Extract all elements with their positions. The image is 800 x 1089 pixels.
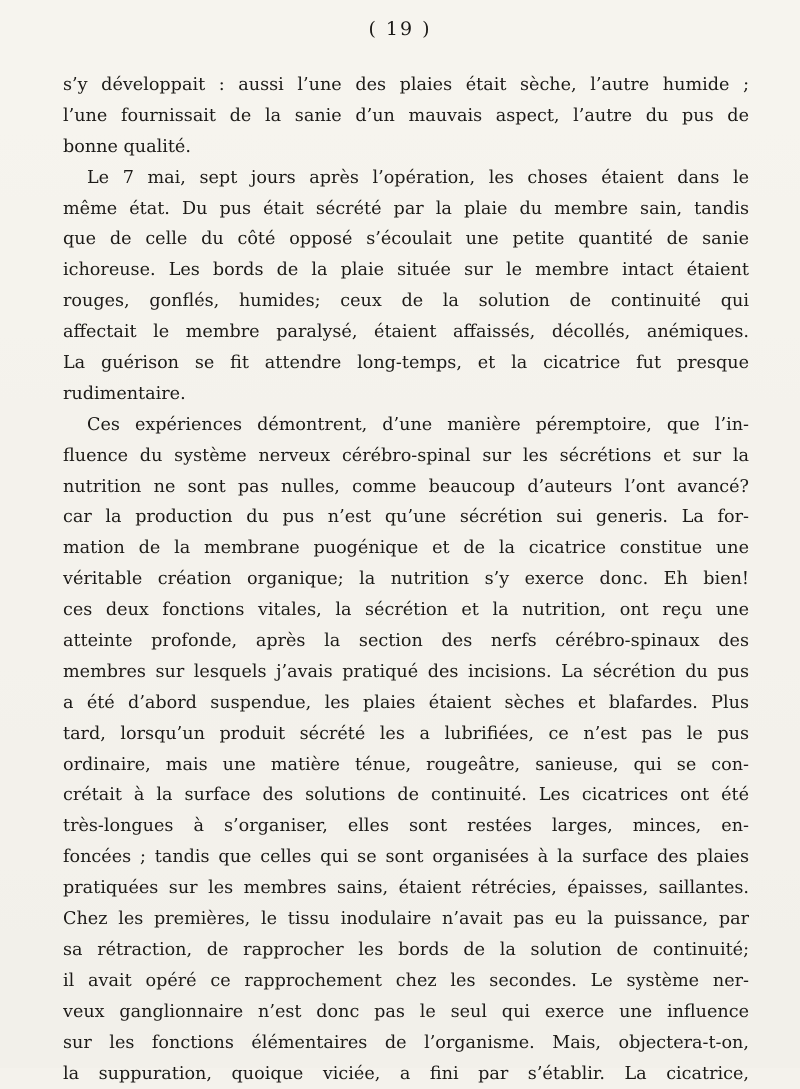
text-line: crétait à la surface des solutions de continuité. Les cicatrices ont été xyxy=(63,780,749,811)
text-line: que de celle du côté opposé s’écoulait une petite quantité de sanie xyxy=(63,224,749,255)
text-line: La guérison se fit attendre long-temps, et la cicatrice fut presque xyxy=(63,348,749,379)
text-line: membres sur lesquels j’avais pratiqué des incisions. La sécrétion du pus xyxy=(63,657,749,688)
text-line: pratiquées sur les membres sains, étaient rétrécies, épaisses, saillantes. xyxy=(63,873,749,904)
text-line: il avait opéré ce rapprochement chez les secondes. Le système ner- xyxy=(63,966,749,997)
text-line: Ces expériences démontrent, d’une manière péremptoire, que l’in- xyxy=(63,410,749,441)
text-line: s’y développait : aussi l’une des plaies était sèche, l’autre humide ; xyxy=(63,70,749,101)
text-line: ichoreuse. Les bords de la plaie située sur le membre intact étaient xyxy=(63,255,749,286)
text-line: a été d’abord suspendue, les plaies étaient sèches et blafardes. Plus xyxy=(63,688,749,719)
text-line: véritable création organique; la nutrition s’y exerce donc. Eh bien! xyxy=(63,564,749,595)
page-number-header: ( 19 ) xyxy=(0,18,800,40)
text-line: atteinte profonde, après la section des nerfs cérébro-spinaux des xyxy=(63,626,749,657)
text-line: rouges, gonflés, humides; ceux de la solution de continuité qui xyxy=(63,286,749,317)
text-line: même état. Du pus était sécrété par la plaie du membre sain, tandis xyxy=(63,194,749,225)
text-line: rudimentaire. xyxy=(63,379,749,410)
text-line: veux ganglionnaire n’est donc pas le seul qui exerce une influence xyxy=(63,997,749,1028)
text-line: sa rétraction, de rapprocher les bords de la solution de continuité; xyxy=(63,935,749,966)
text-line: tard, lorsqu’un produit sécrété les a lubrifiées, ce n’est pas le pus xyxy=(63,719,749,750)
text-line: mation de la membrane puogénique et de la cicatrice constitue une xyxy=(63,533,749,564)
body-text xyxy=(63,70,749,1089)
text-line: car la production du pus n’est qu’une sécrétion sui generis. La for- xyxy=(63,502,749,533)
text-line: Chez les premières, le tissu inodulaire n’avait pas eu la puissance, par xyxy=(63,904,749,935)
text-line: affectait le membre paralysé, étaient affaissés, décollés, anémiques. xyxy=(63,317,749,348)
text-line: très-longues à s’organiser, elles sont restées larges, minces, en- xyxy=(63,811,749,842)
text-line: sur les fonctions élémentaires de l’organisme. Mais, objectera-t-on, xyxy=(63,1028,749,1059)
text-line: foncées ; tandis que celles qui se sont organisées à la surface des plaies xyxy=(63,842,749,873)
text-line: la suppuration, quoique viciée, a fini par s’établir. La cicatrice, xyxy=(63,1059,749,1089)
text-line: l’une fournissait de la sanie d’un mauvais aspect, l’autre du pus de xyxy=(63,101,749,132)
text-line: bonne qualité. xyxy=(63,132,749,163)
text-line: nutrition ne sont pas nulles, comme beaucoup d’auteurs l’ont avancé? xyxy=(63,472,749,503)
text-line: fluence du système nerveux cérébro-spinal sur les sécrétions et sur la xyxy=(63,441,749,472)
text-line: ces deux fonctions vitales, la sécrétion et la nutrition, ont reçu une xyxy=(63,595,749,626)
text-line: Le 7 mai, sept jours après l’opération, les choses étaient dans le xyxy=(63,163,749,194)
text-line: ordinaire, mais une matière ténue, rougeâtre, sanieuse, qui se con- xyxy=(63,750,749,781)
